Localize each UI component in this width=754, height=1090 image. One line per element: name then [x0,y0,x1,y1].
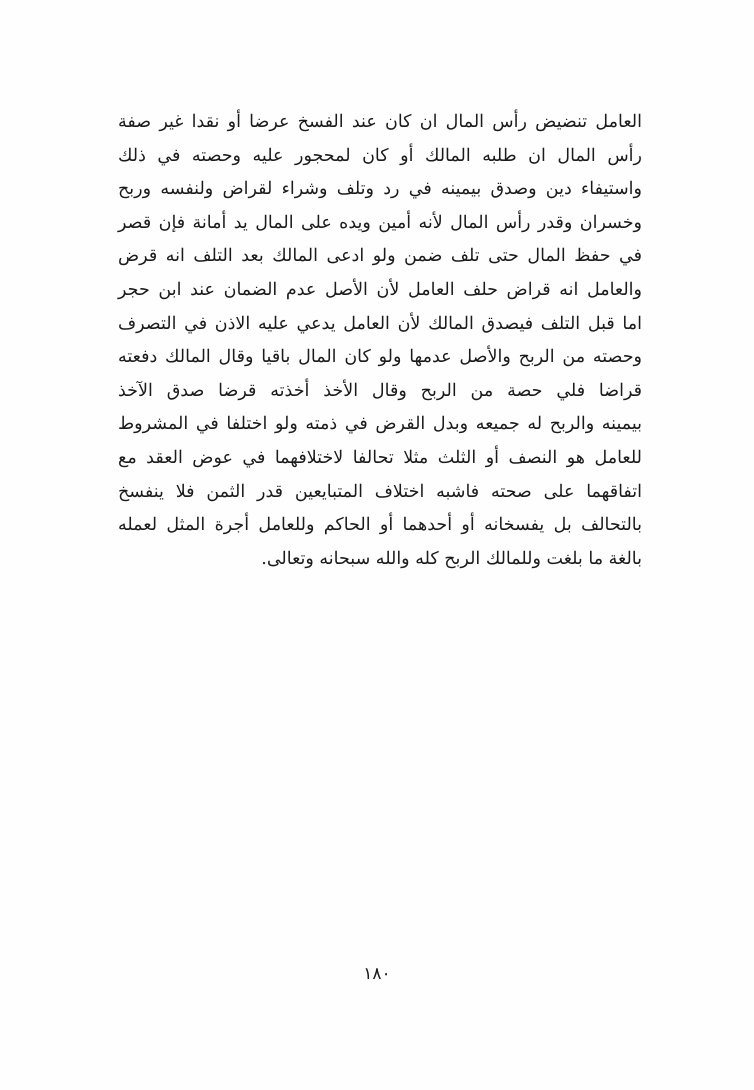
text-line: وحصته من الربح والأصل عدمها ولو كان المال باقيا وقال المالك دفعته [118,347,642,368]
text-line: رأس المال ان طلبه المالك أو كان لمحجور عليه وحصته في ذلك [118,145,642,166]
body-text [118,106,642,576]
text-line: واستيفاء دين وصدق بيمينه في رد وتلف وشراء لقراض ولنفسه وربح [118,179,642,200]
text-line-last: بالغة ما بلغت وللمالك الربح كله والله سبحانه وتعالى. [261,548,642,569]
text-line: بيمينه والربح له جميعه وبدل القرض في ذمته ولو اختلفا في المشروط [118,414,642,435]
text-line: في حفظ المال حتى تلف ضمن ولو ادعى المالك بعد التلف انه قرض [118,246,642,267]
text-line: العامل تنضيض رأس المال ان كان عند الفسخ عرضا أو نقدا غير صفة [118,112,642,132]
page-number: ١٨٠ [363,964,391,984]
text-line: والعامل انه قراض حلف العامل لأن الأصل عدم الضمان عند ابن حجر [118,279,642,300]
text-line: اما قبل التلف فيصدق المالك لأن العامل يدعي عليه الاذن في التصرف [118,313,642,334]
text-line: وخسران وقدر رأس المال لأنه أمين ويده على المال يد أمانة فإن قصر [118,212,642,233]
text-line: قراضا فلي حصة من الربح وقال الأخذ أخذته قرضا صدق الآخذ [118,380,642,401]
text-line: للعامل هو النصف أو الثلث مثلا تحالفا لاختلافهما في عوض العقد مع [118,447,642,468]
text-line: بالتحالف بل يفسخانه أو أحدهما أو الحاكم وللعامل أجرة المثل لعمله [118,515,642,536]
text-line: اتفاقهما على صحته فاشبه اختلاف المتبايعين قدر الثمن فلا ينفسخ [118,481,642,502]
